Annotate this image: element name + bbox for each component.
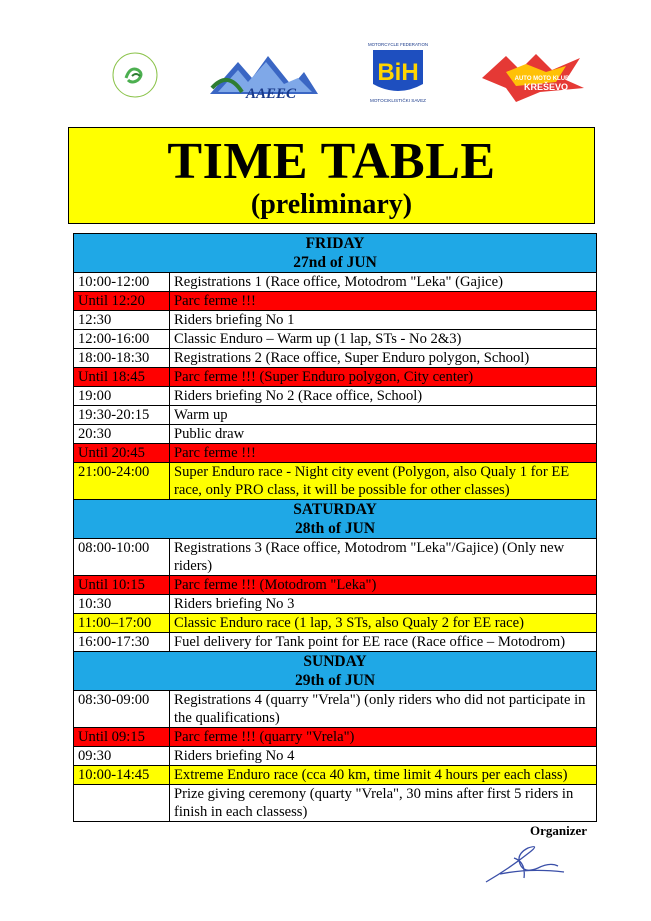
table-row [74, 785, 597, 822]
table-row [74, 691, 597, 728]
time-cell: 10:30 [74, 595, 170, 614]
aaeec-logo-text: AAEEC [246, 86, 297, 102]
table-row [74, 444, 597, 463]
time-cell: Until 10:15 [74, 576, 170, 595]
table-row [74, 728, 597, 747]
description-cell: Riders briefing No 1 [170, 311, 597, 330]
day-name: SATURDAY [293, 501, 377, 518]
svg-text:AUTO MOTO KLUB: AUTO MOTO KLUB [514, 76, 570, 82]
time-cell: 20:30 [74, 425, 170, 444]
description-cell: Fuel delivery for Tank point for EE race (Race office – Motodrom) [170, 633, 597, 652]
time-cell: 11:00–17:00 [74, 614, 170, 633]
description-cell: Prize giving ceremony (quarty "Vrela", 30 mins after first 5 riders in finish in each classess) [170, 785, 597, 822]
time-cell: 10:00-12:00 [74, 273, 170, 292]
page-subtitle: (preliminary) [250, 189, 413, 220]
day-date: 28th of JUN [294, 520, 376, 537]
page-title: TIME TABLE [167, 133, 496, 190]
time-cell: 19:30-20:15 [74, 406, 170, 425]
time-cell: 10:00-14:45 [74, 766, 170, 785]
table-row [74, 349, 597, 368]
logo-bar [0, 40, 651, 110]
description-cell: Registrations 4 (quarry "Vrela") (only riders who did not participate in the qualifications) [170, 691, 597, 728]
time-cell: 08:00-10:00 [74, 539, 170, 576]
title-box [68, 127, 595, 224]
svg-text:MOTOCIKLISTIČKI SAVEZ: MOTOCIKLISTIČKI SAVEZ [370, 98, 426, 103]
day-header [74, 652, 597, 691]
table-row [74, 747, 597, 766]
description-cell: Parc ferme !!! [170, 292, 597, 311]
time-cell: Until 18:45 [74, 368, 170, 387]
day-date: 27nd of JUN [293, 254, 377, 271]
aaeec-logo [208, 48, 320, 104]
time-cell: 19:00 [74, 387, 170, 406]
table-row [74, 463, 597, 500]
day-header [74, 500, 597, 539]
table-row [74, 595, 597, 614]
description-cell: Parc ferme !!! (Motodrom "Leka") [170, 576, 597, 595]
table-row [74, 387, 597, 406]
description-cell: Parc ferme !!! (Super Enduro polygon, City center) [170, 368, 597, 387]
time-cell: Until 09:15 [74, 728, 170, 747]
description-cell: Registrations 3 (Race office, Motodrom "Leka"/Gajice) (Only new riders) [170, 539, 597, 576]
description-cell: Registrations 2 (Race office, Super Enduro polygon, School) [170, 349, 597, 368]
description-cell: Riders briefing No 3 [170, 595, 597, 614]
description-cell: Parc ferme !!! [170, 444, 597, 463]
description-cell: Registrations 1 (Race office, Motodrom "Leka" (Gajice) [170, 273, 597, 292]
description-cell: Riders briefing No 4 [170, 747, 597, 766]
svg-text:BiH: BiH [377, 59, 419, 86]
bih-federation-logo [365, 40, 431, 104]
amk-kresevo-logo [476, 48, 588, 108]
time-cell: 16:00-17:30 [74, 633, 170, 652]
time-cell: Until 12:20 [74, 292, 170, 311]
description-cell: Parc ferme !!! (quarry "Vrela") [170, 728, 597, 747]
table-row [74, 292, 597, 311]
table-row [74, 425, 597, 444]
description-cell: Super Enduro race - Night city event (Polygon, also Qualy 1 for EE race, only PRO class, it will be possible for other classes) [170, 463, 597, 500]
time-cell [74, 785, 170, 822]
table-row [74, 330, 597, 349]
description-cell: Public draw [170, 425, 597, 444]
time-cell: Until 20:45 [74, 444, 170, 463]
table-row [74, 539, 597, 576]
description-cell: Warm up [170, 406, 597, 425]
table-row [74, 273, 597, 292]
day-header [74, 234, 597, 273]
time-cell: 08:30-09:00 [74, 691, 170, 728]
description-cell: Extreme Enduro race (cca 40 km, time limit 4 hours per each class) [170, 766, 597, 785]
organizer-signature [480, 838, 570, 888]
table-row [74, 368, 597, 387]
svg-text:KREŠEVO: KREŠEVO [523, 82, 569, 92]
time-cell: 21:00-24:00 [74, 463, 170, 500]
day-name: FRIDAY [305, 235, 365, 252]
organizer-label: Organizer [530, 823, 588, 838]
time-cell: 18:00-18:30 [74, 349, 170, 368]
table-row [74, 766, 597, 785]
day-header-cell [74, 500, 597, 539]
day-header-cell [74, 234, 597, 273]
table-row [74, 633, 597, 652]
day-name: SUNDAY [303, 653, 367, 670]
day-header-cell [74, 652, 597, 691]
table-row [74, 406, 597, 425]
alpeadria-logo [108, 48, 162, 102]
table-row [74, 311, 597, 330]
description-cell: Classic Enduro – Warm up (1 lap, STs - No 2&3) [170, 330, 597, 349]
table-row [74, 576, 597, 595]
time-cell: 09:30 [74, 747, 170, 766]
timetable [73, 233, 597, 822]
day-date: 29th of JUN [294, 672, 376, 689]
svg-text:MOTORCYCLE FEDERATION: MOTORCYCLE FEDERATION [367, 42, 429, 47]
description-cell: Classic Enduro race (1 lap, 3 STs, also Qualy 2 for EE race) [170, 614, 597, 633]
time-cell: 12:30 [74, 311, 170, 330]
description-cell: Riders briefing No 2 (Race office, School) [170, 387, 597, 406]
time-cell: 12:00-16:00 [74, 330, 170, 349]
table-row [74, 614, 597, 633]
